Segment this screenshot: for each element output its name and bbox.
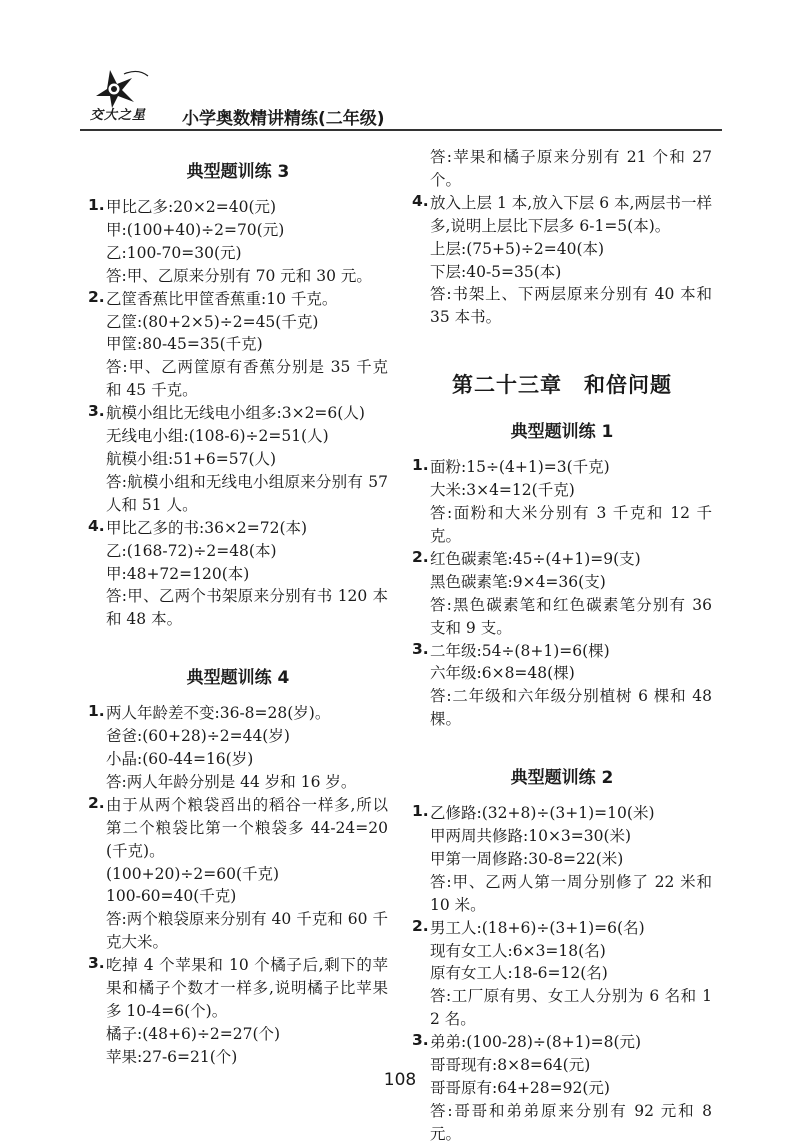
problem-line: 乙修路:(32+8)÷(3+1)=10(米): [430, 804, 655, 823]
answer-line: 答:黑色碳素笔和红色碳素笔分别有 36 支和 9 支。: [430, 595, 712, 637]
problem-line: 大米:3×4=12(千克): [430, 481, 575, 500]
logo-text: 交大之星: [90, 108, 147, 123]
problem: [88, 517, 388, 632]
problem-line: 航模小组比无线电小组多:3×2=6(人): [106, 404, 365, 423]
spacer: [412, 731, 712, 753]
problem-line: 乙筐香蕉比甲筐香蕉重:10 千克。: [106, 289, 338, 308]
problem: [412, 640, 712, 732]
problem-line: 橘子:(48+6)÷2=27(个): [106, 1024, 281, 1043]
problem-line: 黑色碳素笔:9×4=36(支): [430, 572, 606, 591]
book-title: 小学奥数精讲精练(二年级): [182, 109, 385, 129]
section-title: 典型题训练 4: [186, 668, 290, 689]
answer-line: 答:甲、乙两人第一周分别修了 22 米和 10 米。: [430, 872, 712, 914]
problem-line: 放入上层 1 本,放入下层 6 本,两层书一样多,说明上层比下层多 6-1=5(本)。: [430, 193, 712, 235]
answer-line: 答:甲、乙两个书架原来分别有书 120 本和 48 本。: [106, 587, 388, 629]
problem-line: 两人年龄差不变:36-8=28(岁)。: [106, 704, 331, 723]
problem-number: 3.: [88, 402, 105, 421]
section-title: 典型题训练 3: [186, 162, 290, 182]
problem-line: 甲两周共修路:10×3=30(米): [430, 827, 632, 846]
problem-line: 100-60=40(千克): [106, 887, 237, 906]
problem-number: 4.: [412, 191, 429, 210]
answer-line: 答:甲、乙两筐原有香蕉分别是 35 千克和 45 千克。: [106, 358, 388, 400]
section-title: 典型题训练 2: [510, 768, 614, 789]
problem-number: 1.: [88, 196, 105, 214]
problem-number: 2.: [88, 793, 105, 812]
problem-line: 乙筐:(80+2×5)÷2=45(千克): [106, 312, 319, 331]
problem-number: 3.: [412, 1031, 429, 1050]
problem-line: 航模小组:51+6=57(人): [106, 449, 277, 468]
problem-line: 甲比乙多的书:36×2=72(本): [106, 518, 308, 537]
problem: [412, 917, 712, 1032]
chapter-title: 第二十三章 和倍问题: [452, 373, 672, 398]
problem-line: 面粉:15÷(4+1)=3(千克): [430, 458, 610, 477]
answer-line: 答:甲、乙原来分别有 70 元和 30 元。: [106, 266, 372, 285]
problem-line: 六年级:6×8=48(棵): [430, 664, 575, 683]
problem-line: 原有女工人:18-6=12(名): [430, 964, 608, 983]
problem-number: 4.: [88, 516, 105, 535]
problem: [88, 794, 388, 954]
problem-number: 2.: [88, 287, 105, 306]
answer-line: 答:面粉和大米分别有 3 千克和 12 千克。: [430, 504, 712, 545]
problem: [88, 954, 388, 1069]
problem-number: 2.: [412, 547, 429, 566]
problem-line: 下层:40-5=35(本): [430, 262, 562, 281]
problem-line: 无线电小组:(108-6)÷2=51(人): [106, 427, 329, 446]
problem-line: 乙:100-70=30(元): [106, 243, 242, 262]
problem-line: 小晶:(60-44=16(岁): [106, 750, 254, 769]
problem: [412, 192, 712, 329]
problem-line: 上层:(75+5)÷2=40(本): [430, 239, 605, 258]
problem-line: 甲筐:80-45=35(千克): [106, 335, 263, 354]
problem-line: 吃掉 4 个苹果和 10 个橘子后,剩下的苹果和橘子个数才一样多,说明橘子比苹果多 10-4=6(个)。: [106, 956, 388, 1020]
problem-line: (100+20)÷2=60(千克): [106, 864, 280, 883]
problem-line: 哥哥现有:8×8=64(元): [430, 1056, 591, 1075]
problem-line: 甲第一周修路:30-8=22(米): [430, 849, 624, 868]
answer-line: 答:工厂原有男、女工人分别为 6 名和 12 名。: [430, 987, 712, 1029]
answer-line: 答:航模小组和无线电小组原来分别有 57 人和 51 人。: [106, 472, 388, 514]
answer-line: 答:两个粮袋原来分别有 40 千克和 60 千克大米。: [106, 910, 388, 952]
problem-number: 2.: [412, 916, 429, 935]
problem: [88, 702, 388, 794]
answer-line: 答:哥哥和弟弟原来分别有 92 元和 8 元。: [430, 1101, 712, 1143]
problem: [412, 548, 712, 640]
problem-line: 哥哥原有:64+28=92(元): [430, 1079, 610, 1097]
problem-number: 3.: [88, 954, 105, 973]
problem-number: 1.: [412, 802, 429, 821]
answer-line: 答:二年级和六年级分别植树 6 棵和 48 棵。: [430, 687, 712, 729]
header-rule: [80, 129, 722, 131]
problem-line: 苹果:27-6=21(个): [106, 1047, 238, 1066]
spacer: [88, 631, 388, 653]
problem-line: 爸爸:(60+28)÷2=44(岁): [106, 727, 290, 746]
problem-number: 1.: [412, 456, 429, 475]
problem: [412, 802, 712, 917]
problem-line: 乙:(168-72)÷2=48(本): [106, 541, 277, 560]
left-column: [88, 145, 388, 1069]
problem-line: 由于从两个粮袋舀出的稻谷一样多,所以第二个粮袋比第一个粮袋多 44-24=20 (千克)。: [106, 795, 388, 860]
problem-line: 男工人:(18+6)÷(3+1)=6(名): [430, 918, 645, 937]
problem-line: 甲比乙多:20×2=40(元): [106, 198, 277, 216]
problem-number: 1.: [88, 702, 105, 721]
problem-line: 二年级:54÷(8+1)=6(棵): [430, 641, 610, 660]
answer-line: 答:苹果和橘子原来分别有 21 个和 27 个。: [430, 148, 712, 189]
page-header: [80, 66, 720, 128]
problem: [88, 288, 388, 403]
right-column: [412, 146, 712, 1146]
problem-line: 弟弟:(100-28)÷(8+1)=8(元): [430, 1033, 642, 1052]
problem: [88, 402, 388, 517]
problem-line: 甲:(100+40)÷2=70(元): [106, 220, 285, 239]
page-number: 108: [383, 1070, 417, 1090]
problem: [412, 456, 712, 548]
problem-line: 甲:48+72=120(本): [106, 564, 250, 583]
section-title: 典型题训练 1: [510, 422, 614, 443]
problem: [88, 196, 388, 288]
answer-line: 答:书架上、下两层原来分别有 40 本和 35 本书。: [430, 285, 712, 327]
answer-line: 答:两人年龄分别是 44 岁和 16 岁。: [106, 772, 357, 791]
problem-line: 现有女工人:6×3=18(名): [430, 941, 606, 960]
problem-number: 3.: [412, 639, 429, 658]
problem-line: 红色碳素笔:45÷(4+1)=9(支): [430, 549, 641, 568]
